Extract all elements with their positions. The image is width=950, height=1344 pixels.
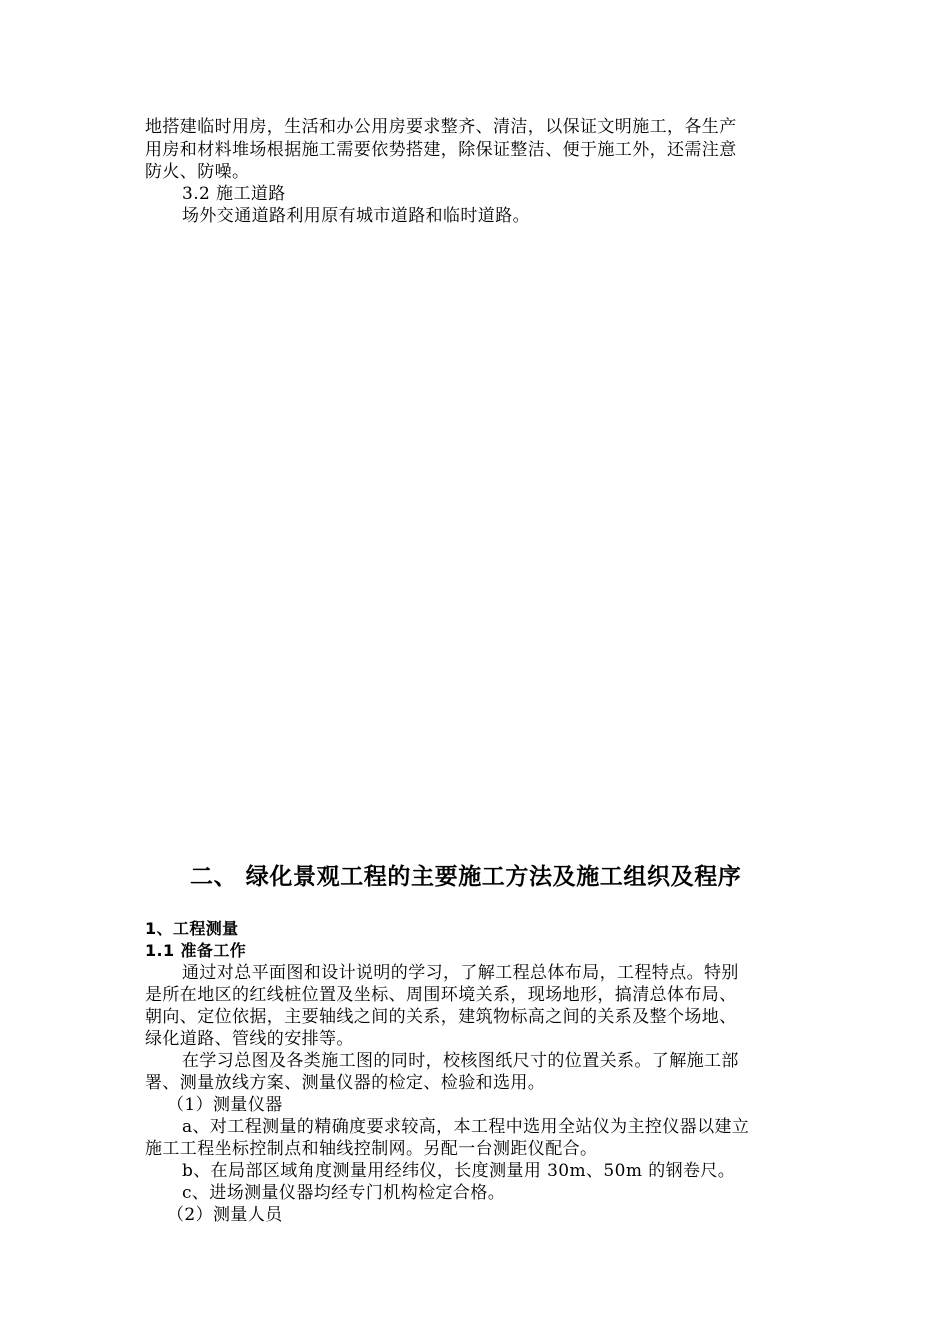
text-line: b、在局部区域角度测量用经纬仪，长度测量用 30m、50m 的钢卷尺。 [182,1161,736,1181]
text-line: 是所在地区的红线桩位置及坐标、周围环境关系，现场地形，搞清总体布局、 [145,985,737,1005]
section-heading: 1、工程测量 [145,919,239,938]
list-heading: （1）测量仪器 [167,1095,283,1115]
text-line: 用房和材料堆场根据施工需要依势搭建，除保证整洁、便于施工外，还需注意 [145,140,737,160]
text-line: 地搭建临时用房，生活和办公用房要求整齐、清洁，以保证文明施工，各生产 [145,117,737,137]
text-line: 防火、防噪。 [145,162,250,182]
text-line: 朝向、定位依据，主要轴线之间的关系，建筑物标高之间的关系及整个场地、 [145,1007,737,1027]
text-line: 署、测量放线方案、测量仪器的检定、检验和选用。 [145,1073,546,1093]
chapter-heading: 二、 绿化景观工程的主要施工方法及施工组织及程序 [190,864,742,890]
text-line: 施工工程坐标控制点和轴线控制网。另配一台测距仪配合。 [145,1139,598,1159]
text-line: c、进场测量仪器均经专门机构检定合格。 [182,1183,506,1203]
subsection-heading: 1.1 准备工作 [145,941,247,960]
text-line: 场外交通道路利用原有城市道路和临时道路。 [182,206,530,226]
text-line: 在学习总图及各类施工图的同时，校核图纸尺寸的位置关系。了解施工部 [182,1051,739,1071]
text-line: a、对工程测量的精确度要求较高，本工程中选用全站仪为主控仪器以建立 [182,1117,750,1137]
subsection-title: 3.2 施工道路 [182,184,286,204]
list-heading: （2）测量人员 [167,1205,283,1225]
text-line: 绿化道路、管线的安排等。 [145,1029,354,1049]
text-line: 通过对总平面图和设计说明的学习，了解工程总体布局，工程特点。特别 [182,963,739,983]
